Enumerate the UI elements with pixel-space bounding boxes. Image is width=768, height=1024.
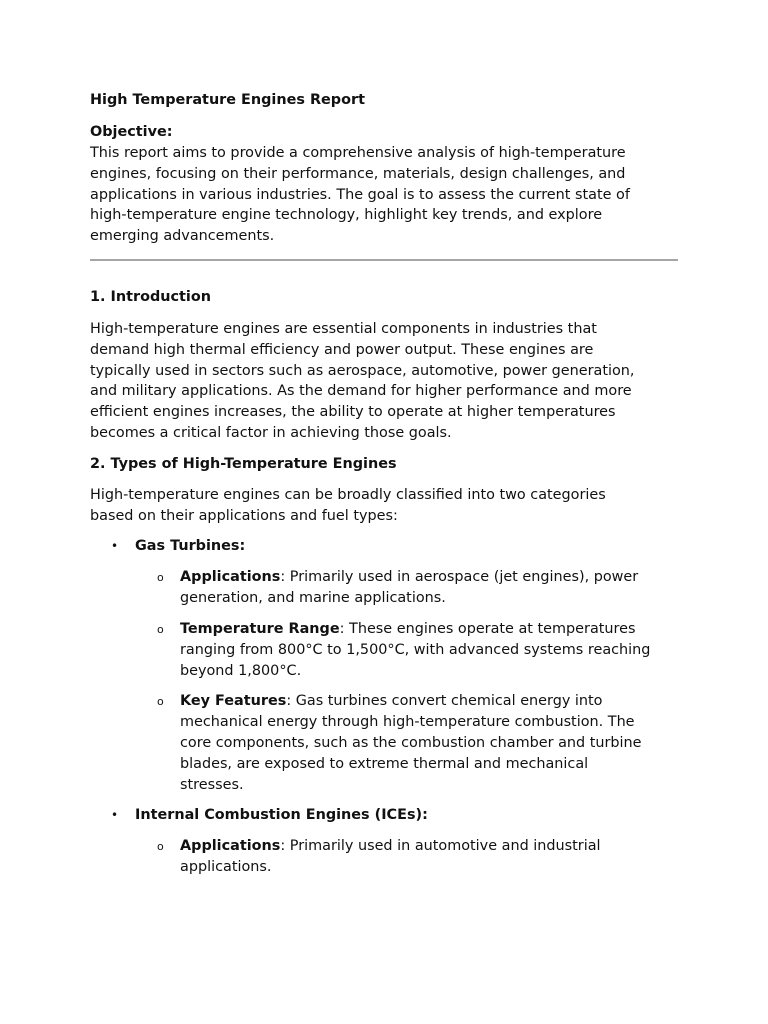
- sub-item-line: applications.: [180, 859, 272, 876]
- sub-bullet-marker: o: [157, 571, 164, 585]
- sub-item-text: : These engines operate at temperatures: [339, 620, 636, 637]
- sub-item-key-features: [90, 691, 680, 795]
- sub-item-term: Key Features: [180, 693, 287, 710]
- sub-item-applications: [90, 567, 680, 609]
- introduction-line: becomes a critical factor in achieving those goals.: [90, 424, 452, 441]
- document-page: [90, 90, 680, 878]
- sub-item-temperature-range: [90, 619, 680, 681]
- sub-item-term: Applications: [180, 569, 281, 586]
- sub-item-line: core components, such as the combustion chamber and turbine: [180, 734, 642, 751]
- sub-item-line: beyond 1,800°C.: [180, 662, 302, 679]
- introduction-line: and military applications. As the demand for higher performance and more: [90, 383, 632, 400]
- introduction-line: efficient engines increases, the ability to operate at higher temperatures: [90, 404, 616, 421]
- objective-heading: Objective:: [90, 124, 173, 140]
- bullet-internal-combustion-engines: [90, 805, 680, 826]
- sub-item-line: stresses.: [180, 776, 244, 793]
- types-heading: 2. Types of High-Temperature Engines: [90, 455, 397, 472]
- objective-line: applications in various industries. The goal is to assess the current state of: [90, 186, 630, 203]
- sub-item-term: Temperature Range: [180, 620, 340, 637]
- sub-item-text: : Primarily used in automotive and industrial: [280, 838, 601, 855]
- introduction-line: typically used in sectors such as aerospace, automotive, power generation,: [90, 362, 635, 379]
- sub-bullet-marker: o: [157, 840, 164, 854]
- objective-line: emerging advancements.: [90, 228, 275, 245]
- sub-item-line: generation, and marine applications.: [180, 590, 446, 607]
- types-intro-paragraph: [90, 485, 680, 527]
- introduction-line: demand high thermal efficiency and power output. These engines are: [90, 341, 594, 358]
- sub-bullet-marker: o: [157, 622, 164, 636]
- sub-item-text: : Gas turbines convert chemical energy into: [286, 693, 603, 710]
- introduction-paragraph: [90, 319, 680, 444]
- introduction-heading: 1. Introduction: [90, 288, 211, 305]
- introduction-line: High-temperature engines are essential components in industries that: [90, 320, 597, 337]
- objective-paragraph: [90, 143, 680, 247]
- horizontal-divider: [90, 259, 678, 261]
- sub-item-line: blades, are exposed to extreme thermal and mechanical: [180, 755, 589, 772]
- sub-item-term: Applications: [180, 838, 281, 855]
- sub-item-line: ranging from 800°C to 1,500°C, with advanced systems reaching: [180, 641, 651, 658]
- types-intro-line: High-temperature engines can be broadly classified into two categories: [90, 486, 606, 503]
- bullet-label: Internal Combustion Engines (ICEs):: [135, 807, 428, 824]
- sub-item-ice-applications: [90, 836, 680, 878]
- document-title: High Temperature Engines Report: [90, 92, 365, 108]
- objective-line: This report aims to provide a comprehensive analysis of high-temperature: [90, 145, 626, 161]
- types-intro-line: based on their applications and fuel types:: [90, 507, 398, 524]
- bullet-label: Gas Turbines:: [135, 538, 246, 555]
- objective-line: engines, focusing on their performance, materials, design challenges, and: [90, 165, 626, 182]
- sub-item-text: : Primarily used in aerospace (jet engines), power: [280, 569, 639, 586]
- sub-item-line: mechanical energy through high-temperature combustion. The: [180, 714, 635, 731]
- objective-line: high-temperature engine technology, highlight key trends, and explore: [90, 207, 603, 224]
- sub-bullet-marker: o: [157, 695, 164, 709]
- bullet-marker: •: [111, 808, 119, 823]
- bullet-gas-turbines: [90, 536, 680, 557]
- bullet-marker: •: [111, 539, 119, 554]
